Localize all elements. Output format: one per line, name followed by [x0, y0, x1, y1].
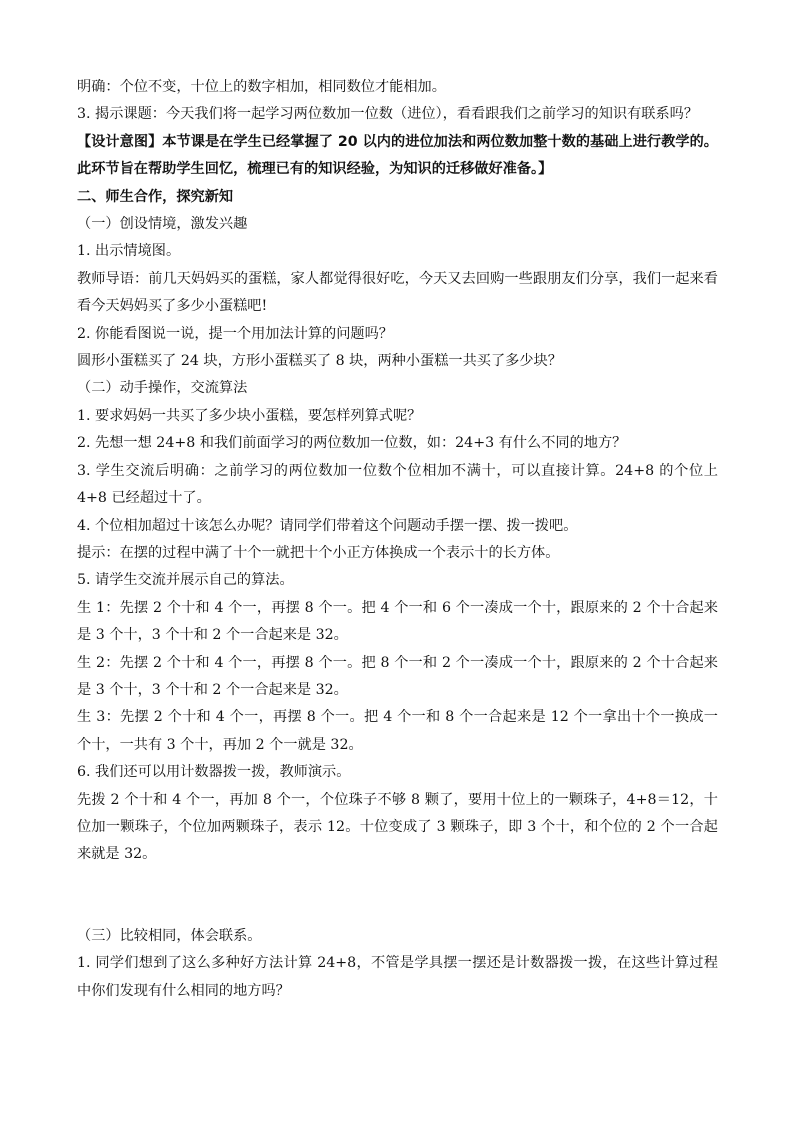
paragraph-teacher-intro: 教师导语：前几天妈妈买的蛋糕，家人都觉得很好吃，今天又去回购一些跟朋友们分享，我们一起来看看今天妈妈买了多少小蛋糕吧! — [77, 270, 718, 315]
paragraph-step-5: 5. 请学生交流并展示自己的算法。 — [77, 572, 294, 589]
paragraph-student-2: 生 2：先摆 2 个十和 4 个一，再摆 8 个一。把 8 个一和 2 个一凑成一个十，跟原来的 2 个十合起来是 3 个十，3 个十和 2 个一合起来是 32。 — [77, 654, 718, 698]
paragraph-step-1: 1. 要求妈妈一共买了多少块小蛋糕，要怎样列算式呢？ — [77, 407, 422, 424]
paragraph-student-3: 生 3：先摆 2 个十和 4 个一，再摆 8 个一。把 4 个一和 8 个一合起来是 12 个一拿出十个一换成一个十，一共有 3 个十，再加 2 个一就是 32。 — [77, 709, 718, 753]
paragraph-step-4: 4. 个位相加超过十该怎么办呢？请同学们带着这个问题动手摆一摆、拨一拨吧。 — [77, 517, 578, 534]
blank-gap — [77, 869, 718, 923]
paragraph-step-3: 3. 学生交流后明确：之前学习的两位数加一位数个位相加不满十，可以直接计算。24+8 的个位上 4+8 已经超过十了。 — [77, 462, 723, 507]
paragraph-design-intent: 【设计意图】本节课是在学生已经掌握了 20 以内的进位加法和两位数加整十数的基础上进行教学的。此环节旨在帮助学生回忆，梳理已有的知识经验，为知识的迁移做好准备。】 — [77, 133, 718, 178]
paragraph-topic: 3. 揭示课题：今天我们将一起学习两位数加一位数（进位），看看跟我们之前学习的知识有联系吗？ — [77, 106, 699, 123]
paragraph-hint: 提示：在摆的过程中满了十个一就把十个小正方体换成一个表示十的长方体。 — [77, 544, 560, 561]
subsection-heading-1: （一）创设情境，激发兴趣 — [77, 216, 248, 233]
subsection-heading-2: （二）动手操作，交流算法 — [77, 380, 248, 397]
paragraph-show-image: 1. 出示情境图。 — [77, 243, 181, 260]
paragraph-compare-question: 1. 同学们想到了这么多种好方法计算 24+8，不管是学具摆一摆还是计数器拨一拨，在这些计算过程中你们发现有什么相同的地方吗？ — [77, 955, 718, 999]
paragraph-student-1: 生 1：先摆 2 个十和 4 个一，再摆 8 个一。把 4 个一和 6 个一凑成一个十，跟原来的 2 个十合起来是 3 个十，3 个十和 2 个一合起来是 32。 — [77, 599, 718, 644]
section-heading-2: 二、师生合作，探究新知 — [77, 188, 234, 205]
paragraph-abacus: 先拨 2 个十和 4 个一，再加 8 个一，个位珠子不够 8 颗了，要用十位上的一颗珠子，4+8＝12，十位加一颗珠子，个位加两颗珠子，表示 12。十位变成了 3 颗珠子，即 3 个十，和个位的 2 个一合起来就是 32。 — [77, 791, 718, 863]
subsection-heading-3: （三）比较相同，体会联系。 — [77, 927, 262, 944]
paragraph-question: 2. 你能看图说一说，提一个用加法计算的问题吗？ — [77, 325, 393, 342]
paragraph-problem: 圆形小蛋糕买了 24 块，方形小蛋糕买了 8 块，两种小蛋糕一共买了多少块？ — [77, 353, 562, 370]
paragraph-step-2: 2. 先想一想 24+8 和我们前面学习的两位数加一位数，如：24+3 有什么不同的地方？ — [77, 435, 627, 452]
paragraph-step-6: 6. 我们还可以用计数器拨一拨，教师演示。 — [77, 764, 351, 781]
paragraph-conclusion: 明确：个位不变，十位上的数字相加，相同数位才能相加。 — [77, 79, 446, 95]
